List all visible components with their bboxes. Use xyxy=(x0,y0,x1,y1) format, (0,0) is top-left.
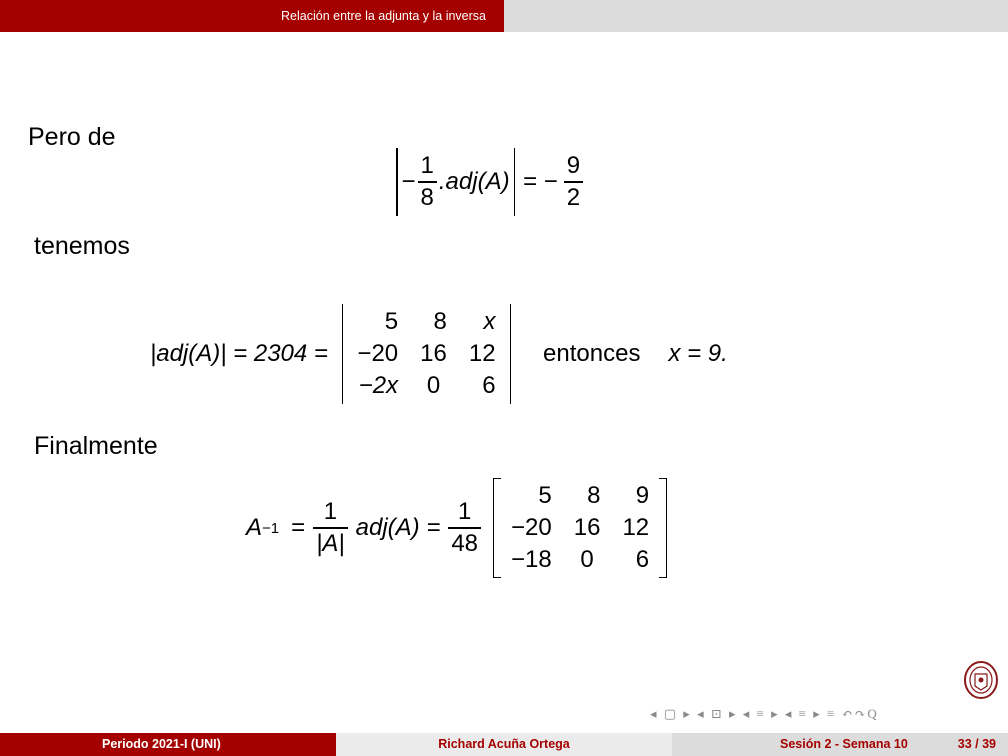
text-tenemos: tenemos xyxy=(34,232,130,260)
fraction-numerator: 1 xyxy=(420,152,434,180)
header-bar xyxy=(0,0,1008,32)
abs-bar-left xyxy=(396,148,398,216)
footer-session: Sesión 2 - Semana 10 xyxy=(780,737,908,751)
fraction-denominator: |A| xyxy=(316,529,345,557)
matrix-cell: 0 xyxy=(580,546,594,573)
adj-a-term: adj(A) = xyxy=(355,514,441,541)
footer-author: Richard Acuña Ortega xyxy=(438,737,570,751)
beamer-navigation-icons[interactable]: ◂ ▢ ▸ ◂ ⊡ ▸ ◂ ≡ ▸ ◂ ≡ ▸ ≡ ↶↷Q xyxy=(650,706,879,721)
lhs-a: A xyxy=(246,514,263,541)
matrix-cell: 16 xyxy=(573,514,601,541)
matrix-cell: 5 xyxy=(538,482,552,509)
bracket-left xyxy=(493,478,501,578)
equation-determinant-scaled xyxy=(392,146,585,218)
adj-a-term: .adj(A) xyxy=(438,168,510,195)
equation-determinant-adj xyxy=(150,302,728,406)
fraction-denominator: 2 xyxy=(566,183,581,211)
footer-page-number: 33 / 39 xyxy=(957,737,996,751)
footer-period: Periodo 2021-I (UNI) xyxy=(102,737,221,751)
fraction-bar xyxy=(564,181,583,183)
university-logo-icon xyxy=(962,660,1000,700)
lhs-det-adj: |adj(A)| = 2304 = xyxy=(150,340,328,367)
matrix-cell: 8 xyxy=(433,308,447,335)
matrix-cell: −20 xyxy=(511,514,552,541)
footer-center xyxy=(336,733,672,756)
result-x: x = 9. xyxy=(668,340,728,367)
matrix-cell: −20 xyxy=(357,340,399,367)
matrix-cell: 12 xyxy=(468,340,496,367)
determinant-matrix xyxy=(357,308,495,400)
fraction-denominator: 48 xyxy=(451,529,479,557)
fraction-bar xyxy=(418,181,437,183)
equals-sign: = xyxy=(291,514,306,541)
matrix-cell: 16 xyxy=(420,340,447,367)
fraction-nine-halves xyxy=(564,154,583,210)
fraction-numerator: 9 xyxy=(566,152,581,180)
footer-right xyxy=(672,733,1008,756)
text-entonces: entonces xyxy=(543,340,641,367)
fraction-bar xyxy=(313,527,347,529)
bracket-right xyxy=(659,478,667,578)
matrix-cell: 12 xyxy=(622,514,650,541)
fraction-one-eighth xyxy=(418,154,437,210)
fraction-numerator: 1 xyxy=(323,498,338,526)
text-finalmente: Finalmente xyxy=(34,432,158,460)
matrix-cell: 5 xyxy=(384,308,399,335)
inverse-superscript: −1 xyxy=(262,519,280,537)
text-pero-de: Pero de xyxy=(28,123,116,151)
matrix-cell: 9 xyxy=(635,482,650,509)
footer-left xyxy=(0,733,336,756)
equals-minus: = − xyxy=(523,168,558,195)
det-bar-left xyxy=(342,304,344,404)
matrix-cell: −18 xyxy=(511,546,552,573)
fraction-one-over-det xyxy=(313,500,347,556)
equation-inverse xyxy=(246,476,667,580)
det-bar-right xyxy=(510,304,512,404)
fraction-one-over-48 xyxy=(448,500,481,556)
fraction-denominator: 8 xyxy=(420,183,434,211)
section-title[interactable]: Relación entre la adjunta y la inversa xyxy=(281,9,486,23)
matrix-cell: 0 xyxy=(426,372,441,399)
matrix-cell: x xyxy=(483,308,496,335)
matrix-cell: −2x xyxy=(358,372,399,399)
fraction-numerator: 1 xyxy=(458,498,472,526)
inverse-matrix xyxy=(511,482,649,574)
matrix-cell: 6 xyxy=(482,372,496,399)
fraction-bar xyxy=(448,527,481,529)
minus-sign: − xyxy=(401,168,416,195)
matrix-cell: 8 xyxy=(587,482,601,509)
footer-bar xyxy=(0,733,1008,756)
matrix-cell: 6 xyxy=(635,546,650,573)
abs-bar-right xyxy=(514,148,516,216)
